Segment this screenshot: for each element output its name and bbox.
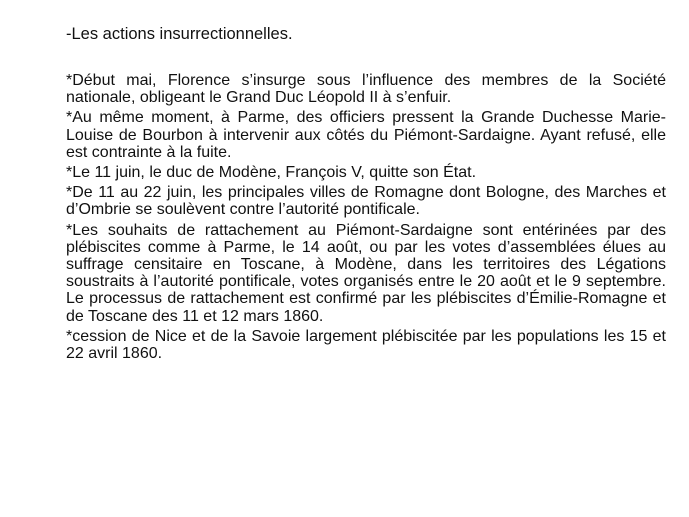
paragraph-nice-savoie: *cession de Nice et de la Savoie largement plébiscitée par les populations les 15 et 22 avril 1860. (66, 327, 666, 363)
paragraph-romagne: *De 11 au 22 juin, les principales villes de Romagne dont Bologne, des Marches et d’Ombrie se soulèvent contre l’autorité pontificale. (66, 184, 666, 219)
paragraph-plebiscites: *Les souhaits de rattachement au Piémont-Sardaigne sont entérinées par des plébiscites comme à Parme, le 14 août, ou par les votes d’assemblées élues au suffrage censitaire en Toscane, à Modène, dans les territoires des Légations soustraits à l’autorité pontificale, votes organisés entre le 20 août et le 9 septembre. Le processus de rattachement est confirmé par les plébiscites d’Émilie-Romagne et de Toscane des 11 et 12 mars 1860. (66, 221, 666, 325)
paragraph-parme: *Au même moment, à Parme, des officiers pressent la Grande Duchesse Marie-Louise de Bourbon à intervenir aux côtés du Piémont-Sardaigne. Ayant refusé, elle est contrainte à la fuite. (66, 109, 666, 161)
section-heading: -Les actions insurrectionnelles. (66, 25, 293, 43)
paragraph-modene: *Le 11 juin, le duc de Modène, François V, quitte son État. (66, 164, 477, 182)
paragraph-florence: *Début mai, Florence s’insurge sous l’influence des membres de la Société nationale, obligeant le Grand Duc Léopold II à s’enfuir. (66, 72, 666, 107)
body-text (66, 72, 666, 365)
